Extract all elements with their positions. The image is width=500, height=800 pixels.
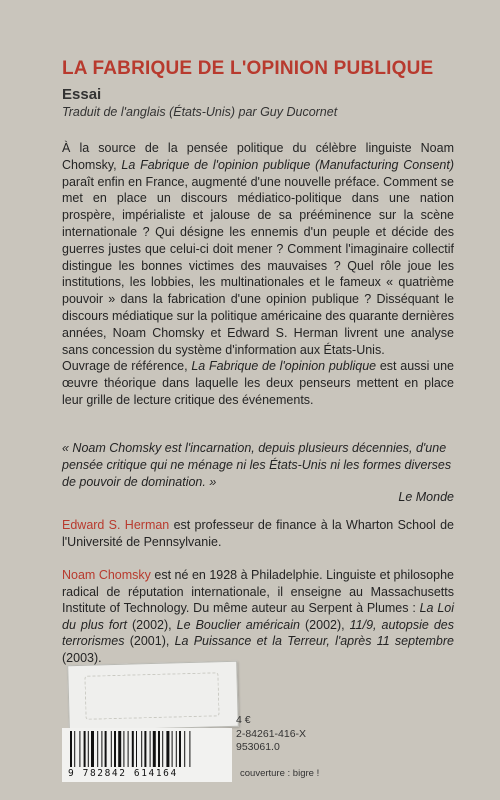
barcode-bar <box>101 731 102 767</box>
barcode-bar <box>153 731 156 767</box>
barcode-bar <box>158 731 160 767</box>
author-bio-chomsky: Noam Chomsky est né en 1928 à Philadelphie. Linguiste et philosophe radical de réputation internationale, il enseigne au Massachusetts Institute of Technology. Du même auteur au Serpent à Plumes : La Loi du plus fort (2002), Le Bouclier américain (2002), 11/9, autopsie des terrorismes (2001), La Puissance et la Terreur, l'après 11 septembre (2003). <box>62 568 455 665</box>
barcode-bar <box>184 731 185 767</box>
quote-source: Le Monde <box>398 490 454 504</box>
author-bio-herman: Edward S. Herman est professeur de finance à la Wharton School de l'Université de Pennsylvanie. <box>62 518 454 549</box>
isbn: 2-84261-416-X <box>236 727 307 740</box>
barcode-bar <box>132 731 134 767</box>
barcode-bar <box>179 731 181 767</box>
barcode-bars <box>70 731 226 767</box>
sticker-label-area <box>84 672 219 719</box>
price-sticker <box>67 661 239 731</box>
barcode-bar <box>123 731 124 767</box>
cover-credit: couverture : bigre ! <box>240 768 320 779</box>
barcode-bar <box>70 731 72 767</box>
book-title: LA FABRIQUE DE L'OPINION PUBLIQUE <box>62 58 434 79</box>
barcode-number: 9 782842 614164 <box>68 768 178 779</box>
barcode-bar <box>144 731 146 767</box>
barcode-bar <box>189 731 190 767</box>
price: 4 € <box>236 714 251 726</box>
barcode-bar <box>84 731 86 767</box>
barcode-bar <box>79 731 80 767</box>
barcode-bar <box>118 731 121 767</box>
barcode-bar <box>97 731 98 767</box>
barcode-bar <box>111 731 112 767</box>
barcode-bar <box>88 731 89 767</box>
barcode-bar <box>166 731 169 767</box>
barcode-bar <box>176 731 177 767</box>
summary-paragraph-1: À la source de la pensée politique du célèbre linguiste Noam Chomsky, La Fabrique de l'opinion publique (Manufacturing Consent) paraît enfin en France, augmenté d'une nouvelle préface. Comment se met en place un discours médiatico-politique dans une nation prospère, impérialiste et jalouse de sa prééminence sur la scène internationale ? Qui désigne les ennemis d'un peuple et décide des guerres justes que celui-ci doit mener ? Comment l'imaginaire collectif distingue les bonnes victimes des mauvaises ? Quel rôle joue les institutions, les lobbies, les multinationales et le fameux « quatrième pouvoir » dans la fabrication d'une opinion publique ? Disséquant le discours médiatique sur la politique américaine des quarante dernières années, Noam Chomsky et Edward S. Herman livrent une analyse sans concession du système d'information aux États-Unis. <box>62 141 454 357</box>
barcode-bar <box>128 731 129 767</box>
price-isbn-block <box>236 714 306 755</box>
book-title-reference: La Fabrique de l'opinion publique (Manufacturing Consent) <box>121 157 454 172</box>
press-quote: « Noam Chomsky est l'incarnation, depuis plusieurs décennies, d'une pensée critique qui ne ménage ni les États-Unis ni les formes diverses de pouvoir de domination. » <box>62 441 452 489</box>
summary-text <box>62 140 454 409</box>
book-genre: Essai <box>62 86 102 103</box>
author-name: Noam Chomsky <box>62 568 151 582</box>
barcode-bar <box>141 731 142 767</box>
author-name: Edward S. Herman <box>62 518 170 532</box>
barcode-bar <box>172 731 173 767</box>
barcode-bar <box>114 731 116 767</box>
book-title-reference: La Fabrique de l'opinion publique <box>191 359 377 374</box>
product-code: 953061.0 <box>236 741 280 753</box>
barcode-bar <box>91 731 94 767</box>
summary-paragraph-2: Ouvrage de référence, La Fabrique de l'opinion publique est aussi une œuvre théorique dans laquelle les deux penseurs mettent en place leur grille de lecture critique des événements. <box>62 359 454 407</box>
barcode-bar <box>150 731 151 767</box>
barcode-bar <box>162 731 163 767</box>
barcode <box>62 728 232 782</box>
barcode-bar <box>105 731 107 767</box>
translator-credit: Traduit de l'anglais (États-Unis) par Guy Ducornet <box>62 105 338 119</box>
barcode-bar <box>74 731 75 767</box>
barcode-bar <box>136 731 137 767</box>
